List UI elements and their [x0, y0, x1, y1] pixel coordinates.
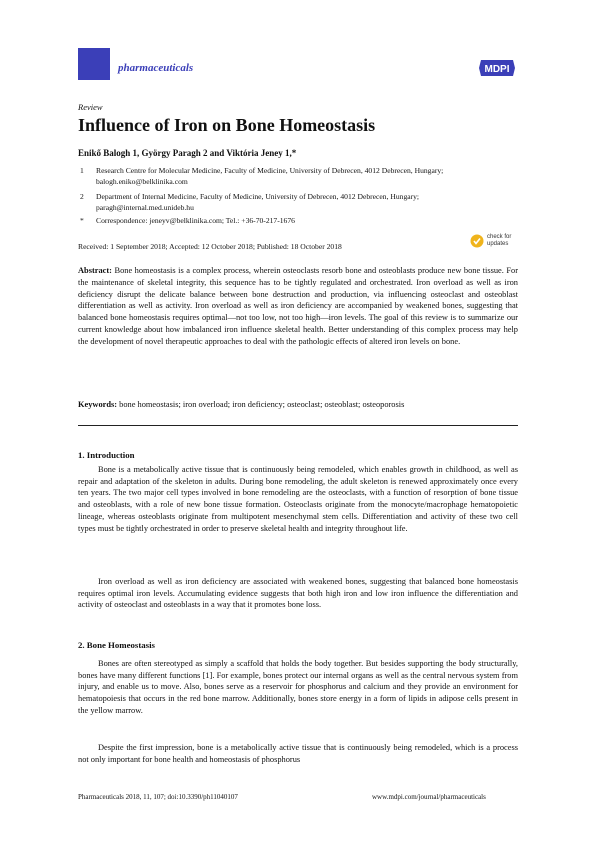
keywords-text: bone homeostasis; iron overload; iron deficiency; osteoclast; osteoblast; osteoporosis — [119, 400, 405, 409]
paragraph: Despite the first impression, bone is a metabolically active tissue that is continuously being remodeled, which is a process not only important for bone health and homeostasis of phosphorus — [78, 743, 518, 764]
check-updates-icon — [470, 234, 484, 248]
keywords — [78, 400, 518, 409]
abstract-text: Bone homeostasis is a complex process, wherein osteoclasts resorb bone and osteoblasts produce new bone tissue. For the maintenance of skeletal integrity, this sequence has to be tightly regulated and orchestrated. Iron overload as well as iron deficiency disrupt the delicate balance between bone destruction and production, via influencing osteoclast and osteoblast differentiation as well as activity. Iron overload as well as iron deficiency are accompanied by weakened bones, suggesting that balanced bone homeostasis requires optimal—not too low, not too high—iron levels. The goal of this review is to summarize our current knowledge about how imbalanced iron influence skeletal health. Better understanding of this complex process may help the development of novel therapeutic approaches to deal with the pathologic effects of altered iron levels on bone. — [78, 266, 518, 346]
check-for-updates-badge[interactable] — [470, 232, 520, 250]
article-title: Influence of Iron on Bone Homeostasis — [78, 115, 376, 135]
abstract-label: Abstract: — [78, 266, 112, 275]
publication-dates: Received: 1 September 2018; Accepted: 12 October 2018; Published: 18 October 2018 — [78, 242, 342, 251]
paragraph: Bone is a metabolically active tissue that is continuously being remodeled, which enables growth in childhood, as well as repair and adaptation of the skeleton in adults. During bone remodeling, the adult skeleton is renewed approximately once every ten years. The two major cell types involved in bone remodeling are the osteoclasts, with a function of resorption of bone tissue and osteoblasts, with a role of new bone tissue formation. Osteoclasts originate from the monocyte/macrophage hematopoietic lineage, whereas osteoblasts originate from multipotent mesenchymal stem cells. Differentiation and activity of these two cell types must be tightly orchestrated in order to preserve skeletal health and integrity throughout life. — [78, 465, 518, 533]
paragraph: Bones are often stereotyped as simply a scaffold that holds the body together. But besides supporting the body structurally, bones have many different functions [1]. For example, bones protect our internal organs as well as the central nervous system from injury, and enable us to move. Also, bones serve as a reservoir for phosphorus and calcium and they provide an environment for hematopoiesis that occurs in the red bone marrow. Additionally, bones store energy in a form of lipids in adipose cells present in the yellow marrow. — [78, 659, 518, 715]
footer-url[interactable]: www.mdpi.com/journal/pharmaceuticals — [372, 793, 486, 801]
correspondence: * Correspondence: jeneyv@belklinika.com; Tel.: +36-70-217-1676 — [80, 216, 96, 227]
keywords-label: Keywords: — [78, 400, 118, 409]
abstract — [78, 265, 518, 348]
section-heading-introduction: 1. Introduction — [78, 450, 135, 460]
affiliation-1: 1 Research Centre for Molecular Medicine, Faculty of Medicine, University of Debrecen, 4012 Debrecen, Hungary; balogh.eniko@belklinika.com — [80, 166, 96, 177]
author-list: Enikő Balogh 1, György Paragh 2 and Viktória Jeney 1,* — [78, 148, 297, 158]
affiliation-1-text: Research Centre for Molecular Medicine, Faculty of Medicine, University of Debrecen, 4012 Debrecen, Hungary; balogh.eniko@belklinika.com — [96, 166, 444, 186]
mdpi-logo-text: MDPI — [484, 64, 510, 75]
divider — [78, 425, 518, 426]
check-updates-label: check for updates — [487, 234, 512, 247]
section-heading-bone-homeostasis: 2. Bone Homeostasis — [78, 640, 155, 650]
journal-name: pharmaceuticals — [118, 62, 194, 74]
article-type: Review — [78, 102, 103, 112]
correspondence-text: Correspondence: jeneyv@belklinika.com; Tel.: +36-70-217-1676 — [96, 216, 295, 225]
journal-logo-icon — [78, 48, 110, 80]
affiliation-2: 2 Department of Internal Medicine, Faculty of Medicine, University of Debrecen, 4012 Debrecen, Hungary; paragh@internal.med.unideb.hu — [80, 192, 96, 203]
paragraph: Iron overload as well as iron deficiency are associated with weakened bones, suggesting that balanced bone homeostasis requires optimal iron levels. Accumulating evidence suggests that both high iron and low iron influence the differentiation and activity of osteoclast and osteoblasts in a way that it promotes bone loss. — [78, 577, 518, 610]
mdpi-logo-icon — [477, 58, 517, 78]
footer-citation: Pharmaceuticals 2018, 11, 107; doi:10.3390/ph11040107 — [78, 793, 238, 801]
affiliation-2-text: Department of Internal Medicine, Faculty of Medicine, University of Debrecen, 4012 Debrecen, Hungary; paragh@internal.med.unideb.hu — [96, 192, 420, 212]
